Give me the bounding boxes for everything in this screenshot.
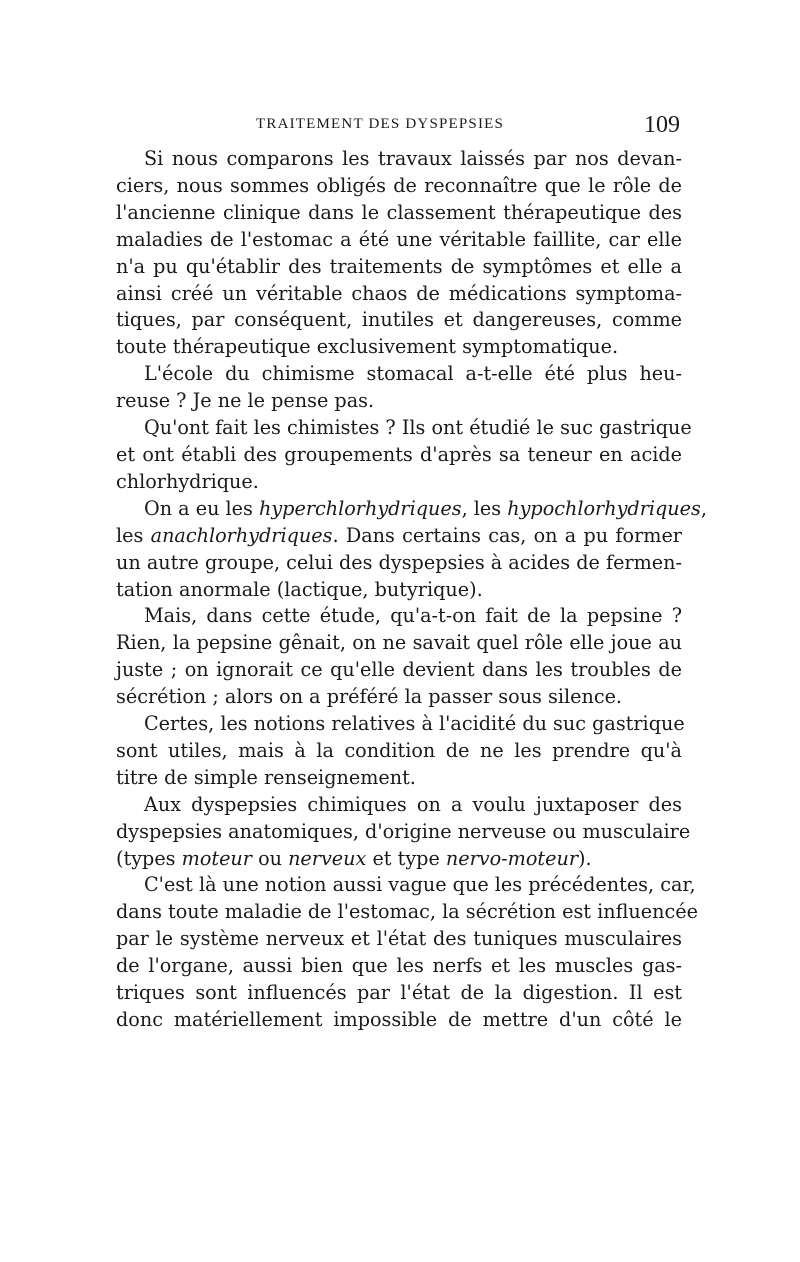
text-line: L'école du chimisme stomacal a-t-elle été plus heu- [144, 362, 682, 386]
text-line: un autre groupe, celui des dyspepsies à acides de fermen- [116, 550, 682, 574]
italic-term: nerveux [288, 846, 367, 870]
text-line [116, 523, 682, 550]
text-line: Rien, la pepsine gênait, on ne savait quel rôle elle joue au [116, 631, 682, 655]
paragraph-6 [116, 711, 685, 792]
text-line [116, 496, 707, 523]
paragraph-1 [116, 146, 682, 361]
text-line: donc matériellement impossible de mettre d'un côté le [116, 1008, 682, 1031]
text-line [116, 846, 682, 873]
text-line: tation anormale (lactique, butyrique). [116, 577, 483, 601]
running-head [116, 112, 682, 142]
paragraph-7 [116, 792, 691, 873]
text-line: juste ; on ignorait ce qu'elle devient dans les troubles de [116, 658, 682, 682]
text-run: ). [578, 846, 592, 870]
text-line: Certes, les notions relatives à l'acidité du suc gastrique [144, 712, 685, 736]
text-run: . Dans certains cas, on a pu former [332, 523, 682, 547]
italic-term: anachlorhydriques [150, 523, 333, 547]
text-line: C'est là une notion aussi vague que les précédentes, car, [144, 873, 696, 897]
text-run: et type [366, 846, 446, 870]
text-line: sont utiles, mais à la condition de ne les prendre qu'à [116, 738, 682, 762]
text-line: reuse ? Je ne le pense pas. [116, 389, 375, 413]
text-run: , [700, 496, 707, 520]
text-line: sécrétion ; alors on a préféré la passer sous silence. [116, 685, 623, 709]
text-run: , les [461, 496, 508, 520]
text-line: par le système nerveux et l'état des tuniques musculaires [116, 927, 682, 951]
italic-term: nervo-moteur [445, 846, 579, 870]
text-run: les [116, 523, 151, 547]
text-line: dans toute maladie de l'estomac, la sécrétion est influencée [116, 900, 698, 924]
paragraph-5 [116, 603, 682, 711]
text-line: Qu'ont fait les chimistes ? Ils ont étudié le suc gastrique [144, 416, 692, 440]
text-line: Mais, dans cette étude, qu'a-t-on fait de la pepsine ? [144, 604, 682, 628]
text-line: maladies de l'estomac a été une véritable faillite, car elle [116, 227, 682, 251]
text-run: On a eu les [144, 496, 259, 520]
text-line: et ont établi des groupements d'après sa teneur en acide [116, 442, 682, 466]
text-line: triques sont influencés par l'état de la digestion. Il est [116, 981, 682, 1005]
paragraph-4 [116, 496, 707, 604]
text-line: Si nous comparons les travaux laissés par nos devan- [144, 147, 682, 170]
text-line: de l'organe, aussi bien que les nerfs et les muscles gas- [116, 954, 682, 978]
italic-term: hyperchlorhydriques [258, 496, 462, 520]
text-line: toute thérapeutique exclusivement symptomatique. [116, 335, 619, 359]
text-line: tiques, par conséquent, inutiles et dangereuses, comme [116, 308, 682, 332]
page-number: 109 [644, 112, 680, 138]
running-head-title: TRAITEMENT DES DYSPEPSIES [256, 116, 505, 132]
paragraph-3 [116, 415, 692, 496]
text-line: n'a pu qu'établir des traitements de symptômes et elle a [116, 254, 682, 278]
text-line: chlorhydrique. [116, 469, 259, 493]
paragraph-2 [116, 361, 682, 415]
text-run: (types [116, 846, 182, 870]
body-text [116, 146, 707, 1034]
text-line: ainsi créé un véritable chaos de médications symptoma- [116, 281, 682, 305]
text-line: l'ancienne clinique dans le classement thérapeutique des [116, 200, 682, 224]
text-line: Aux dyspepsies chimiques on a voulu juxtaposer des [144, 792, 682, 816]
text-run: ou [251, 846, 289, 870]
text-line: titre de simple renseignement. [116, 765, 416, 789]
paragraph-8 [116, 872, 698, 1033]
italic-term: hypochlorhydriques [507, 496, 701, 520]
italic-term: moteur [181, 846, 252, 870]
text-line: ciers, nous sommes obligés de reconnaître que le rôle de [116, 173, 682, 197]
text-line: dyspepsies anatomiques, d'origine nerveuse ou musculaire [116, 819, 691, 843]
